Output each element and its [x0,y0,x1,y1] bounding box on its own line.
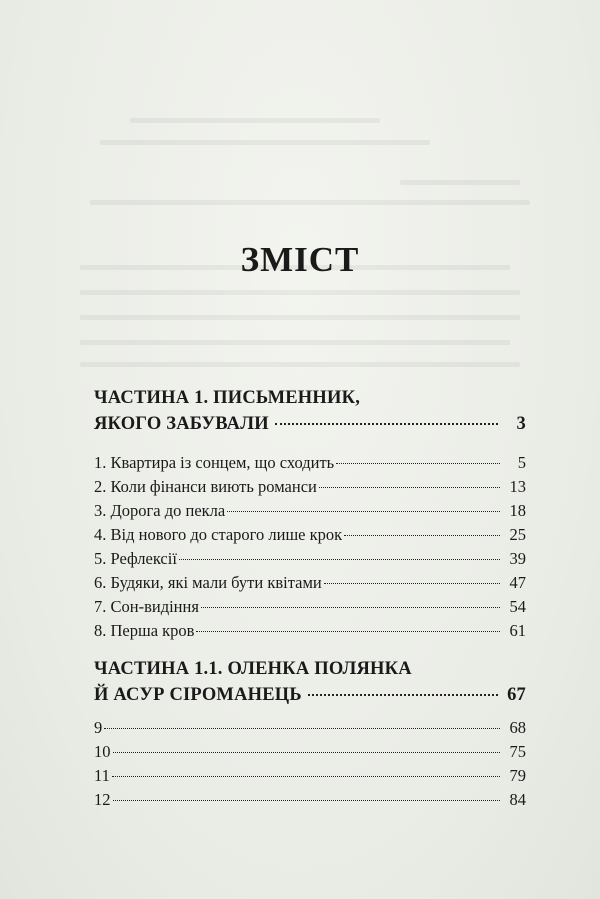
toc-entry-page: 68 [509,718,526,737]
toc-entry-page: 79 [509,766,526,785]
toc-entry-label: 5. Рефлексії [94,549,177,568]
leader-dots [113,752,501,753]
bleed-through-line [400,180,520,185]
bleed-through-line [100,140,430,145]
toc-entry [94,547,526,571]
toc-entry [94,740,526,764]
bleed-through-line [80,315,520,320]
part-page-number: 3 [516,414,526,434]
toc-entry-label: 10 [94,742,111,761]
toc-entry [94,595,526,619]
toc-entry [94,475,526,499]
leader-dots [344,535,500,536]
toc-entry-label: 11 [94,766,110,785]
toc-entry-label: 3. Дорога до пекла [94,501,226,520]
toc-entry [94,571,526,595]
toc-entry-page: 39 [509,549,526,568]
toc-entry-page: 75 [509,742,526,761]
toc-entry-page: 5 [517,453,526,472]
part-heading [94,385,526,437]
toc-entry-label: 2. Коли фінанси виють романси [94,477,317,496]
leader-dots [227,511,500,512]
toc-entry-label: 7. Сон-видіння [94,597,199,616]
leader-dots [336,463,500,464]
toc-entry [94,619,526,643]
toc-entry-label: 9 [94,718,103,737]
leader-dots [275,423,498,425]
part-title-line2: ЯКОГО ЗАБУВАЛИ [94,414,269,434]
toc-entry-label: 1. Квартира із сонцем, що сходить [94,453,335,472]
toc-entry-page: 25 [509,525,526,544]
leader-dots [201,607,500,608]
leader-dots [196,631,500,632]
toc-entry-page: 18 [509,501,526,520]
leader-dots [324,583,500,584]
toc-entry [94,523,526,547]
toc-entry [94,499,526,523]
toc-entry-page: 13 [509,477,526,496]
bleed-through-line [80,362,520,367]
toc-entry-label: 4. Від нового до старого лише крок [94,525,343,544]
part-title-line2: Й АСУР СІРОМАНЕЦЬ [94,685,302,705]
toc-entry-page: 61 [509,621,526,640]
leader-dots [113,800,501,801]
leader-dots [112,776,500,777]
part-page-number: 67 [507,685,526,705]
contents-heading: ЗМІСТ [240,240,360,279]
toc-entry [94,451,526,475]
toc-entry-page: 47 [509,573,526,592]
toc-entry [94,788,526,812]
toc-entry [94,716,526,740]
leader-dots [179,559,500,560]
leader-dots [319,487,500,488]
part-title-line1: ЧАСТИНА 1. ПИСЬМЕННИК, [94,388,361,408]
bleed-through-line [80,340,510,345]
leader-dots [104,728,500,729]
toc-entry-label: 6. Будяки, які мали бути квітами [94,573,322,592]
part-title-line1: ЧАСТИНА 1.1. ОЛЕНКА ПОЛЯНКА [94,659,412,679]
bleed-through-line [80,290,520,295]
leader-dots [308,694,498,696]
toc-entry-page: 54 [509,597,526,616]
bleed-through-line [130,118,380,123]
part-title-line2-row [94,411,526,437]
part-title-line2-row [94,682,526,708]
bleed-through-line [90,200,530,205]
toc-entry [94,764,526,788]
part-heading [94,656,526,708]
toc-entry-label: 12 [94,790,111,809]
toc-entry-label: 8. Перша кров [94,621,195,640]
toc-entry-page: 84 [509,790,526,809]
